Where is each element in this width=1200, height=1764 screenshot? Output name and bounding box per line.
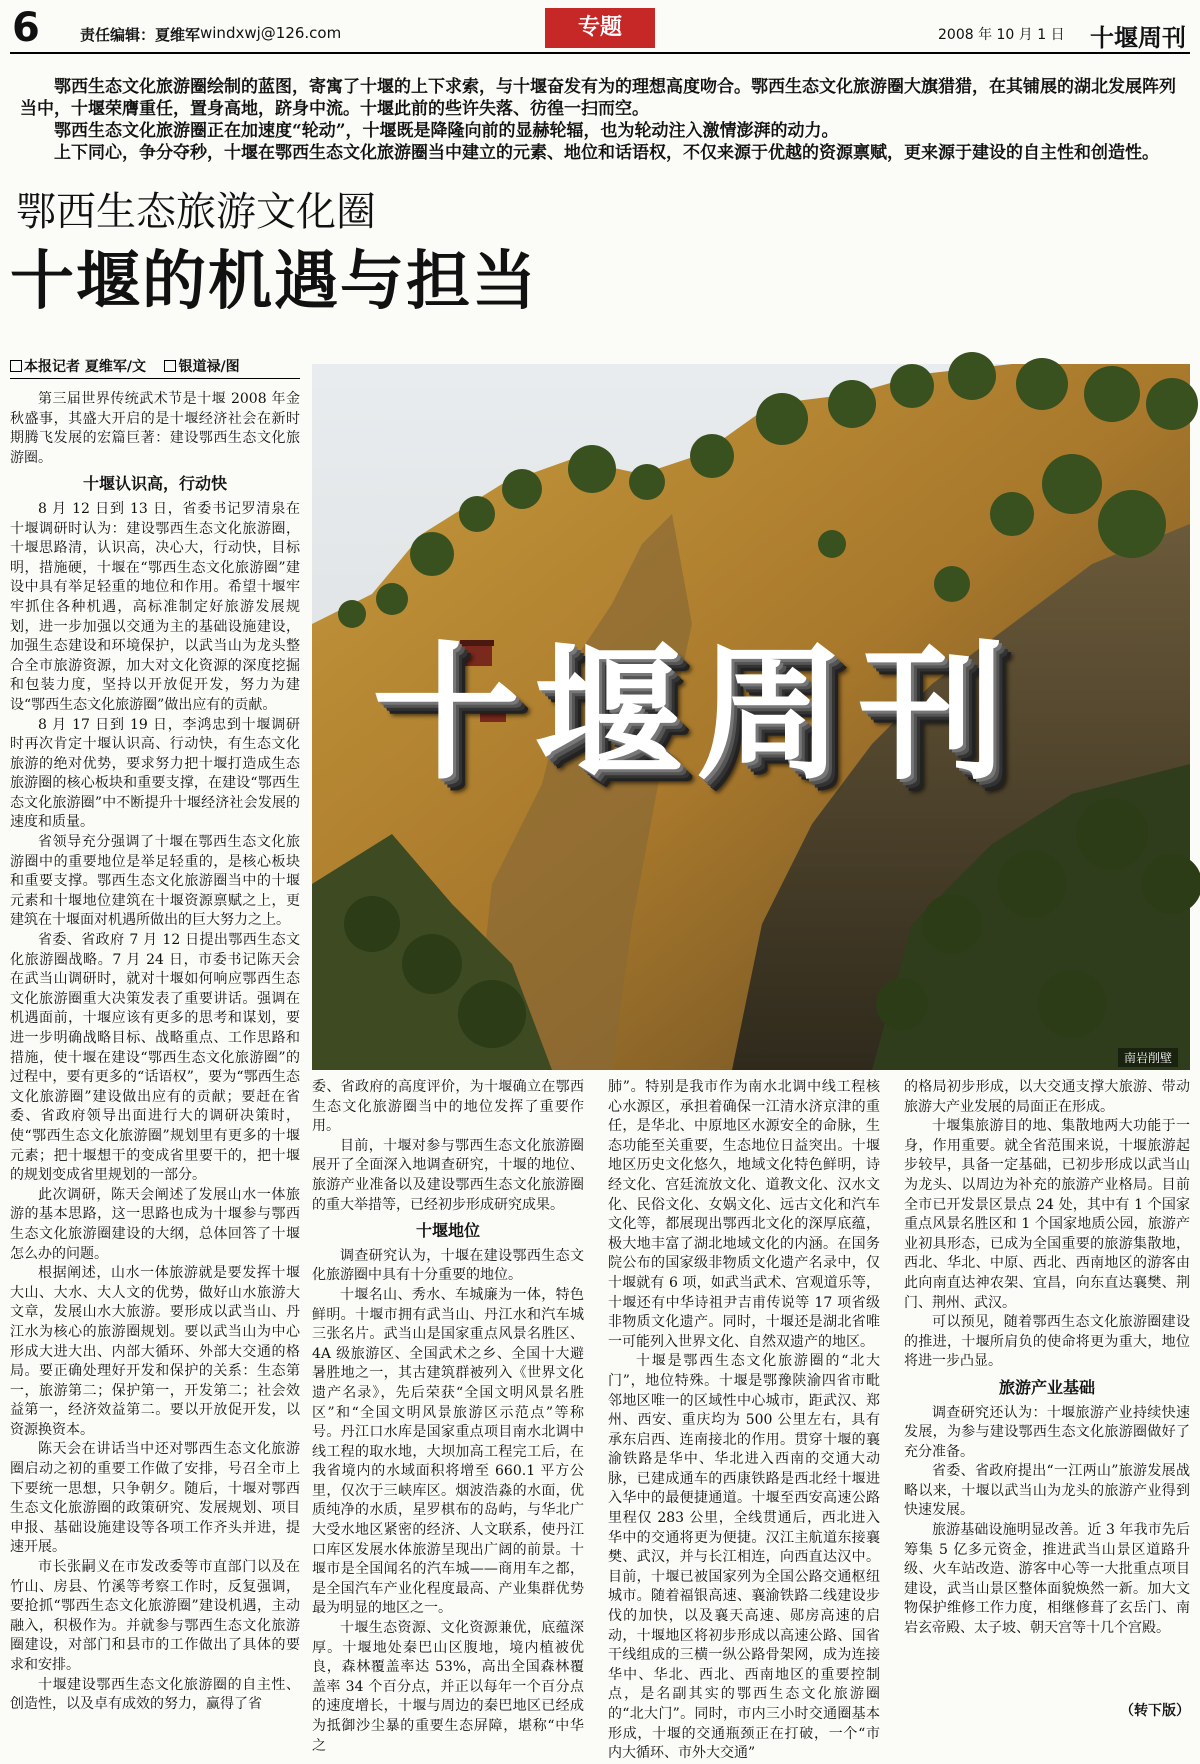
box-icon [10, 360, 22, 372]
body-paragraph: 省委、省政府 7 月 12 日提出鄂西生态文化旅游圈战略。7 月 24 日，市委书记陈天会在武当山调研时，就对十堰如何响应鄂西生态文化旅游圈重大决策发表了重要讲话。强调在机遇面前，十堰应该有更多的思考和谋划，要进一步明确战略目标、战略重点、工作思路和措施，使十堰在建设“鄂西生态文化旅游圈”的过程中，要有更多的“话语权”，要为“鄂西生态文化旅游圈”建设做出应有的贡献；要赶在省委、省政府领导出面进行大的调研决策时，使“鄂西生态文化旅游圈”规划里有更多的十堰元素；把十堰想干的变成省里要干的，把十堰的规划变成省里规划的一部分。 [10, 932, 300, 1184]
box-icon [164, 360, 176, 372]
body-paragraph: 第三届世界传统武术节是十堰 2008 年金秋盛事，其盛大开启的是十堰经济社会在新时期腾飞发展的宏篇巨著：建设鄂西生态文化旅游圈。 [10, 391, 300, 466]
issue-date: 2008 年 10 月 1 日 [938, 27, 1065, 43]
kicker-title: 鄂西生态旅游文化圈 [16, 189, 376, 235]
body-paragraph: 此次调研，陈天会阐述了发展山水一体旅游的基本思路，这一思路也成为十堰参与鄂西生态文化旅游圈建设的大纲，总体回答了十堰怎么办的问题。 [10, 1186, 300, 1262]
body-paragraph: 旅游基础设施明显改善。近 3 年我市先后筹集 5 亿多元资金，推进武当山景区道路升级、火车站改造、游客中心等一大批重点项目建设，武当山景区整体面貌焕然一新。加大文物保护维修工作力度，相继修葺了玄岳门、南岩玄帝殿、太子坡、朝天宫等十几个宫殿。 [904, 1522, 1190, 1637]
body-paragraph: 8 月 17 日到 19 日，李鸿忠到十堰调研时再次肯定十堰认识高、行动快，有生态文化旅游的绝对优势，要求努力把十堰打造成生态旅游圈的核心板块和重要支撑，在建设“鄂西生态文化旅游圈”中不断提升十堰经济社会发展的速度和质量。 [10, 716, 300, 831]
byline [10, 356, 254, 376]
overlay-title: 十堰周刊 [372, 628, 1020, 800]
body-paragraph: 可以预见，随着鄂西生态文化旅游圈建设的推进，十堰所肩负的使命将更为重大，地位将进一步凸显。 [904, 1314, 1190, 1370]
article-column-3 [608, 1078, 880, 1762]
body-paragraph: 十堰是鄂西生态文化旅游圈的“北大门”，地位特殊。十堰是鄂豫陕渝四省市毗邻地区唯一的区域性中心城市，距武汉、郑州、西安、重庆均为 500 公里左右，具有承东启西、连南接北的作用。贯穿十堰的襄渝铁路是华中、华北进入西南的交通大动脉，已建成通车的西康铁路是西北经十堰进入华中的最便捷通道。十堰至西安高速公路里程仅 283 公里，全线贯通后，西北进入华中的交通将更为便捷。汉江主航道东接襄樊、武汉，并与长江相连，向西直达汉中。目前，十堰已被国家列为全国公路交通枢纽城市。随着福银高速、襄渝铁路二线建设步伐的加快，以及襄天高速、郧房高速的启动，十堰地区将初步形成以高速公路、国省干线组成的三横一纵公路骨架网，成为连接华中、华北、西北、西南地区的重要控制点，是名副其实的鄂西生态文化旅游圈的“北大门”。同时，市内三小时交通圈基本形成，十堰的交通瓶颈正在打破，一个“市内大循环、市外大交通” [608, 1353, 880, 1762]
editor-email: windxwj@126.com [200, 24, 342, 42]
body-paragraph: 省委、省政府提出“一江两山”旅游发展战略以来，十堰以武当山为龙头的旅游产业得到快速发展。 [904, 1463, 1190, 1519]
body-paragraph: 根据阐述，山水一体旅游就是要发挥十堰大山、大水、大人文的优势，做好山水旅游大文章，发展山水大旅游。要形成以武当山、丹江水为核心的旅游圈规划。要以武当山为中心形成大进大出、内部大循环、外部大交通的格局。要正确处理好开发和保护的关系：生态第一，旅游第二；保护第一，开发第二；社会效益第一，经济效益第二。要以开放促开发，以资源换资本。 [10, 1265, 300, 1438]
reporter-credit: 本报记者 夏维军/文 [24, 359, 146, 375]
body-paragraph: 省领导充分强调了十堰在鄂西生态文化旅游圈中的重要地位是举足轻重的，是核心板块和重要支撑。鄂西生态文化旅游圈当中的十堰元素和十堰地位建筑在十堰资源禀赋之上，更建筑在十堰面对机遇所做出的巨大努力之上。 [10, 834, 300, 929]
subheading: 十堰地位 [415, 1221, 480, 1241]
body-paragraph: 调查研究认为，十堰在建设鄂西生态文化旅游圈中具有十分重要的地位。 [312, 1247, 584, 1284]
body-paragraph: 的格局初步形成，以大交通支撑大旅游、带动旅游大产业发展的局面正在形成。 [904, 1079, 1190, 1115]
body-paragraph: 市长张嗣义在市发改委等市直部门以及在竹山、房县、竹溪等考察工作时，反复强调，要抢抓“鄂西生态文化旅游圈”建设机遇，主动融入，积极作为。并就参与鄂西生态文化旅游圈建设，对部门和县市的工作做出了具体的要求和安排。 [10, 1559, 300, 1673]
body-paragraph: 调查研究还认为：十堰旅游产业持续快速发展，为参与建设鄂西生态文化旅游圈做好了充分准备。 [904, 1404, 1190, 1460]
photo-caption: 南岩削壁 [1118, 1048, 1178, 1067]
body-paragraph: 目前，十堰对参与鄂西生态文化旅游圈展开了全面深入地调查研究，十堰的地位、旅游产业准备以及建设鄂西生态文化旅游圈的重大举措等，已经初步形成研究成果。 [312, 1137, 584, 1213]
subheading: 旅游产业基础 [998, 1377, 1095, 1397]
body-paragraph: 肺”。特别是我市作为南水北调中线工程核心水源区，承担着确保一江清水济京津的重任，是华北、中原地区水源安全的命脉，生态功能至关重要，生态地位日益突出。十堰地区历史文化悠久，地域文化特色鲜明，诗经文化、宫廷流放文化、道教文化、汉水文化、民俗文化、女娲文化、远古文化和汽车文化等，都展现出鄂西北文化的深厚底蕴，极大地丰富了湖北地域文化的内涵。在国务院公布的国家级非物质文化遗产名录中，仅十堰就有 6 项，如武当武术、宫观道乐等，十堰还有中华诗祖尹吉甫传说等 17 项省级非物质文化遗产。同时，十堰还是湖北省唯一可能列入世界文化、自然双遗产的地区。 [608, 1079, 880, 1350]
body-paragraph: 委、省政府的高度评价，为十堰确立在鄂西生态文化旅游圈当中的地位发挥了重要作用。 [312, 1079, 584, 1135]
newspaper-brand: 十堰周刊 [1090, 24, 1186, 52]
body-paragraph: 十堰名山、秀水、车城廉为一体，特色鲜明。十堰市拥有武当山、丹江水和汽车城三张名片。武当山是国家重点风景名胜区、4A 级旅游区、全国武术之乡、全国十大避暑胜地之一，其古建筑群被列入《世界文化遗产名录》，先后荣获“全国文明风景名胜区”和“全国文明风景旅游区示范点”等称号。丹江口水库是国家重点项目南水北调中线工程的取水地，大坝加高工程完工后，在我省境内的水域面积将增至 660.1 平方公里，仅次于三峡库区。烟波浩淼的水面，优质纯净的水质，星罗棋布的岛屿，与华北广大受水地区紧密的经济、人文联系，使丹江口库区发展水体旅游呈现出广阔的前景。十堰市是全国闻名的汽车城——商用车之都，是全国汽车产业化程度最高、产业集群优势最为明显的地区之一。 [312, 1286, 584, 1617]
body-paragraph: 陈天会在讲话当中还对鄂西生态文化旅游圈启动之初的重要工作做了安排，号召全市上下要统一思想，只争朝夕。随后，十堰对鄂西生态文化旅游圈的政策研究、发展规划、项目申报、基础设施建设等各项工作齐头并进，提速开展。 [10, 1441, 300, 1556]
intro-paragraph: 鄂西生态文化旅游圈正在加速度“轮动”，十堰既是降隆向前的显赫轮辐，也为轮动注入激情澎湃的动力。 [54, 121, 839, 141]
section-badge: 专题 [545, 8, 655, 48]
intro-paragraph: 上下同心，争分夺秒，十堰在鄂西生态文化旅游圈当中建立的元素、地位和话语权，不仅来源于优越的资源禀赋，更来源于建设的自主性和创造性。 [54, 143, 1159, 163]
byline-rule [10, 378, 300, 379]
headline: 十堰的机遇与担当 [10, 244, 538, 319]
subheading: 十堰认识高，行动快 [82, 474, 227, 494]
article-column-4 [904, 1078, 1190, 1698]
body-paragraph: 十堰建设鄂西生态文化旅游圈的自主性、创造性，以及卓有成效的努力，赢得了省 [10, 1676, 300, 1713]
intro-paragraph: 鄂西生态文化旅游圈绘制的蓝图，寄寓了十堰的上下求索，与十堰奋发有为的理想高度吻合。鄂西生态文化旅游圈大旗猎猎，在其铺展的湖北发展阵列当中，十堰荣膺重任，置身高地，跻身中流。十堰此前的些许失落、彷徨一扫而空。 [20, 77, 1176, 119]
article-column-1 [10, 390, 300, 1740]
body-paragraph: 十堰集旅游目的地、集散地两大功能于一身，作用重要。就全省范围来说，十堰旅游起步较早，具备一定基础，已初步形成以武当山为龙头、以周边为补充的旅游产业格局。目前全市已开发景区景点 24 处，其中有 1 个国家重点风景名胜区和 1 个国家地质公园，旅游产业初具形态，已成为全国重要的旅游集散地，西北、华北、中原、西北、西南地区的游客由此向南直达神农架、宜昌，向东直达襄樊、荆门、荆州、武汉。 [904, 1118, 1190, 1311]
continued-note: （转下版） [1120, 1703, 1190, 1719]
photo-credit: 银道禄/图 [178, 359, 240, 375]
body-paragraph: 8 月 12 日到 13 日，省委书记罗清泉在十堰调研时认为：建设鄂西生态文化旅游圈，十堰思路清，认识高，决心大，行动快，目标明，措施硬，十堰在“鄂西生态文化旅游圈”建设中具有举足轻重的地位和作用。希望十堰牢牢抓住各种机遇，高标准制定好旅游发展规划，进一步加强以交通为主的基础设施建设，加强生态建设和环境保护，以武当山为龙头整合全市旅游资源，加大对文化资源的深度挖掘和包装力度，坚持以开放促开发，努力为建设“鄂西生态文化旅游圈”做出应有的贡献。 [10, 500, 300, 713]
page-number: 6 [12, 5, 40, 51]
masthead-rule [10, 52, 1190, 54]
article-column-2 [312, 1078, 584, 1754]
body-paragraph: 十堰生态资源、文化资源兼优，底蕴深厚。十堰地处秦巴山区腹地，境内植被优良，森林覆盖率达 53%，高出全国森林覆盖率 34 个百分点，并正以每年一个百分点的速度增长，十堰与周边的秦巴地区已经成为抵御沙尘暴的重要生态屏障，堪称“中华之 [312, 1620, 584, 1754]
editor-credit: 责任编辑：夏维军 [80, 26, 201, 44]
